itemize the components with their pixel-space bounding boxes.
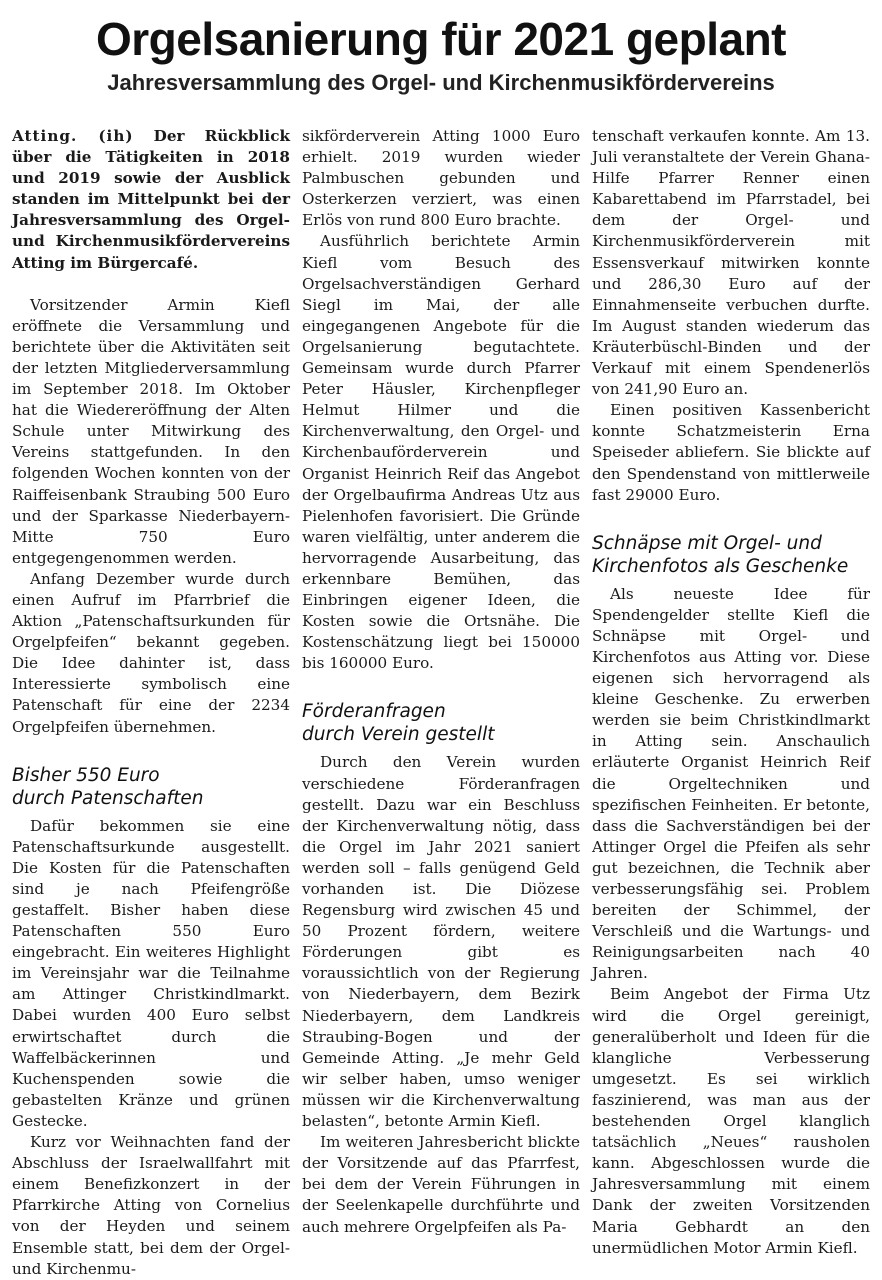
paragraph: Dafür bekommen sie eine Patenschaftsurkunde ausgestellt. Die Kosten für die Patenschaften sind je nach Pfeifengröße gestaffelt. Bisher haben diese Patenschaften 550 Euro eingebracht. Ein weiteres Highlight im Vereinsjahr war die Teilnahme am Attinger Christkindlmarkt. Dabei wurden 400 Euro selbst erwirtschaftet durch die Waffelbäckerinnen und Kuchenspenden sowie die gebastelten Kränze und grünen Gestecke. xyxy=(12,816,290,1130)
paragraph: tenschaft verkaufen konnte. Am 13. Juli veranstaltete der Verein Ghana-Hilfe Pfarrer Renner einen Kabarettabend im Pfarrstadel, bei dem der Orgel- und Kirchenmusikförderverein mit Essensverkauf mitwirken konnte und 286,30 Euro auf der Einnahmenseite verbuchen durfte. Im August standen wiederum das Kräuterbüschl-Binden und der Verkauf mit einem Spendenerlös von 241,90 Euro an. xyxy=(592,127,870,399)
paragraph: Einen positiven Kassenbericht konnte Schatzmeisterin Erna Speiseder abliefern. Sie blickte auf den Spendenstand von mittlerweile fast 29000 Euro. xyxy=(592,401,870,504)
dateline: Atting. (ih) xyxy=(12,127,134,145)
paragraph: Durch den Verein wurden verschiedene Förderanfragen gestellt. Dazu war ein Beschluss der Kirchenverwaltung nötig, dass die Orgel im Jahr 2021 saniert werden soll – falls genügend Geld vorhanden ist. Die Diözese Regensburg wird zwischen 45 und 50 Prozent fördern, weitere Förderungen gibt es voraussichtlich von der Regierung von Niederbayern, dem Bezirk Niederbayern, dem Landkreis Straubing-Bogen und der Gemeinde Atting. „Je mehr Geld wir selber haben, umso weniger müssen wir die Kirchenverwaltung belasten“, betonte Armin Kiefl. xyxy=(302,753,580,1131)
column-3 xyxy=(592,126,870,1280)
subheadline: Jahresversammlung des Orgel- und Kirchenmusikfördervereins xyxy=(107,70,775,95)
paragraph: Ausführlich berichtete Armin Kiefl vom Besuch des Orgelsachverständigen Gerhard Siegl im Mai, der alle eingegangenen Angebote für die Orgelsanierung begutachtete. Gemeinsam wurde durch Pfarrer Peter Häusler, Kirchenpfleger Helmut Hilmer und die Kirchenverwaltung, den Orgel- und Kirchenbauförderverein und Organist Heinrich Reif das Angebot der Orgelbaufirma Andreas Utz aus Pielenhofen favorisiert. Die Gründe waren vielfältig, unter anderem die hervorragende Ausarbeitung, das erkennbare Bemühen, das Einbringen eigener Ideen, die Kosten sowie die Ortsnähe. Die Kostenschätzung liegt bei 150000 bis 160000 Euro. xyxy=(302,232,580,673)
section-heading xyxy=(12,764,290,810)
heading-line: Förderanfragen xyxy=(302,701,446,723)
column-1 xyxy=(12,126,290,1280)
lead-paragraph xyxy=(12,126,290,274)
heading-line: durch Verein gestellt xyxy=(302,724,495,746)
heading-line: Bisher 550 Euro xyxy=(12,764,160,786)
heading-line: Schnäpse mit Orgel- und xyxy=(592,532,822,554)
column-2 xyxy=(302,126,580,1280)
paragraph: Kurz vor Weihnachten fand der Abschluss der Israelwallfahrt mit einem Benefizkonzert in der Pfarrkirche Atting von Cornelius von der Heyden und seinem Ensemble statt, bei dem der Orgel- und Kirchenmu- xyxy=(12,1133,290,1278)
paragraph: sikförderverein Atting 1000 Euro erhielt. 2019 wurden wieder Palmbuschen gebunden und Osterkerzen verziert, was einen Erlös von rund 800 Euro brachte. xyxy=(302,127,580,230)
paragraph: Beim Angebot der Firma Utz wird die Orgel gereinigt, generalüberholt und Ideen für die klangliche Verbesserung umgesetzt. Es sei wirklich faszinierend, was man aus der bestehenden Orgel klanglich tatsächlich „Neues“ rausholen kann. Abgeschlossen wurde die Jahresversammlung mit einem Dank der zweiten Vorsitzenden Maria Gebhardt an den unermüdlichen Motor Armin Kiefl. xyxy=(592,985,870,1257)
heading-line: durch Patenschaften xyxy=(12,787,204,809)
section-heading xyxy=(302,700,580,746)
paragraph: Vorsitzender Armin Kiefl eröffnete die Versammlung und berichtete über die Aktivitäten seit der letzten Mitgliederversammlung im September 2018. Im Oktober hat die Wiedereröffnung der Alten Schule unter Mitwirkung des Vereins stattgefunden. In den folgenden Wochen konnten von der Raiffeisenbank Straubing 500 Euro und der Sparkasse Niederbayern-Mitte 750 Euro entgegengenommen werden. xyxy=(12,295,290,567)
headline: Orgelsanierung für 2021 geplant xyxy=(95,13,787,65)
section-heading xyxy=(592,532,870,578)
lead-text: Der Rückblick über die Tätigkeiten in 2018 und 2019 sowie der Ausblick standen im Mittelpunkt bei der Jahresversammlung des Orgel- und Kirchenmusikfördervereins Atting im Bürgercafé. xyxy=(12,127,290,272)
paragraph: Als neueste Idee für Spendengelder stellte Kiefl die Schnäpse mit Orgel- und Kirchenfotos aus Atting vor. Diese eigenen sich hervorragend als kleine Geschenke. Zu erwerben werden sie beim Christkindlmarkt in Atting sein. Anschaulich erläuterte Organist Heinrich Reif die Orgeltechniken und spezifischen Feinheiten. Er betonte, dass die Sachverständigen bei der Attinger Orgel die Pfeifen als sehr gut bezeichnen, die Technik aber verbesserungsfähig sei. Problem bereiten der Schimmel, der Verschleiß und die Wartungs- und Reinigungsarbeiten nach 40 Jahren. xyxy=(592,584,870,983)
article-columns xyxy=(12,126,870,1278)
heading-line: Kirchenfotos als Geschenke xyxy=(592,555,849,577)
paragraph: Anfang Dezember wurde durch einen Aufruf im Pfarrbrief die Aktion „Patenschaftsurkunden für Orgelpfeifen“ bekannt gegeben. Die Idee dahinter ist, dass Interessierte symbolisch eine Patenschaft für eine der 2234 Orgelpfeifen übernehmen. xyxy=(12,569,290,736)
paragraph: Im weiteren Jahresbericht blickte der Vorsitzende auf das Pfarrfest, bei dem der Verein Führungen in der Seelenkapelle durchführte und auch mehrere Orgelpfeifen als Pa- xyxy=(302,1133,580,1236)
